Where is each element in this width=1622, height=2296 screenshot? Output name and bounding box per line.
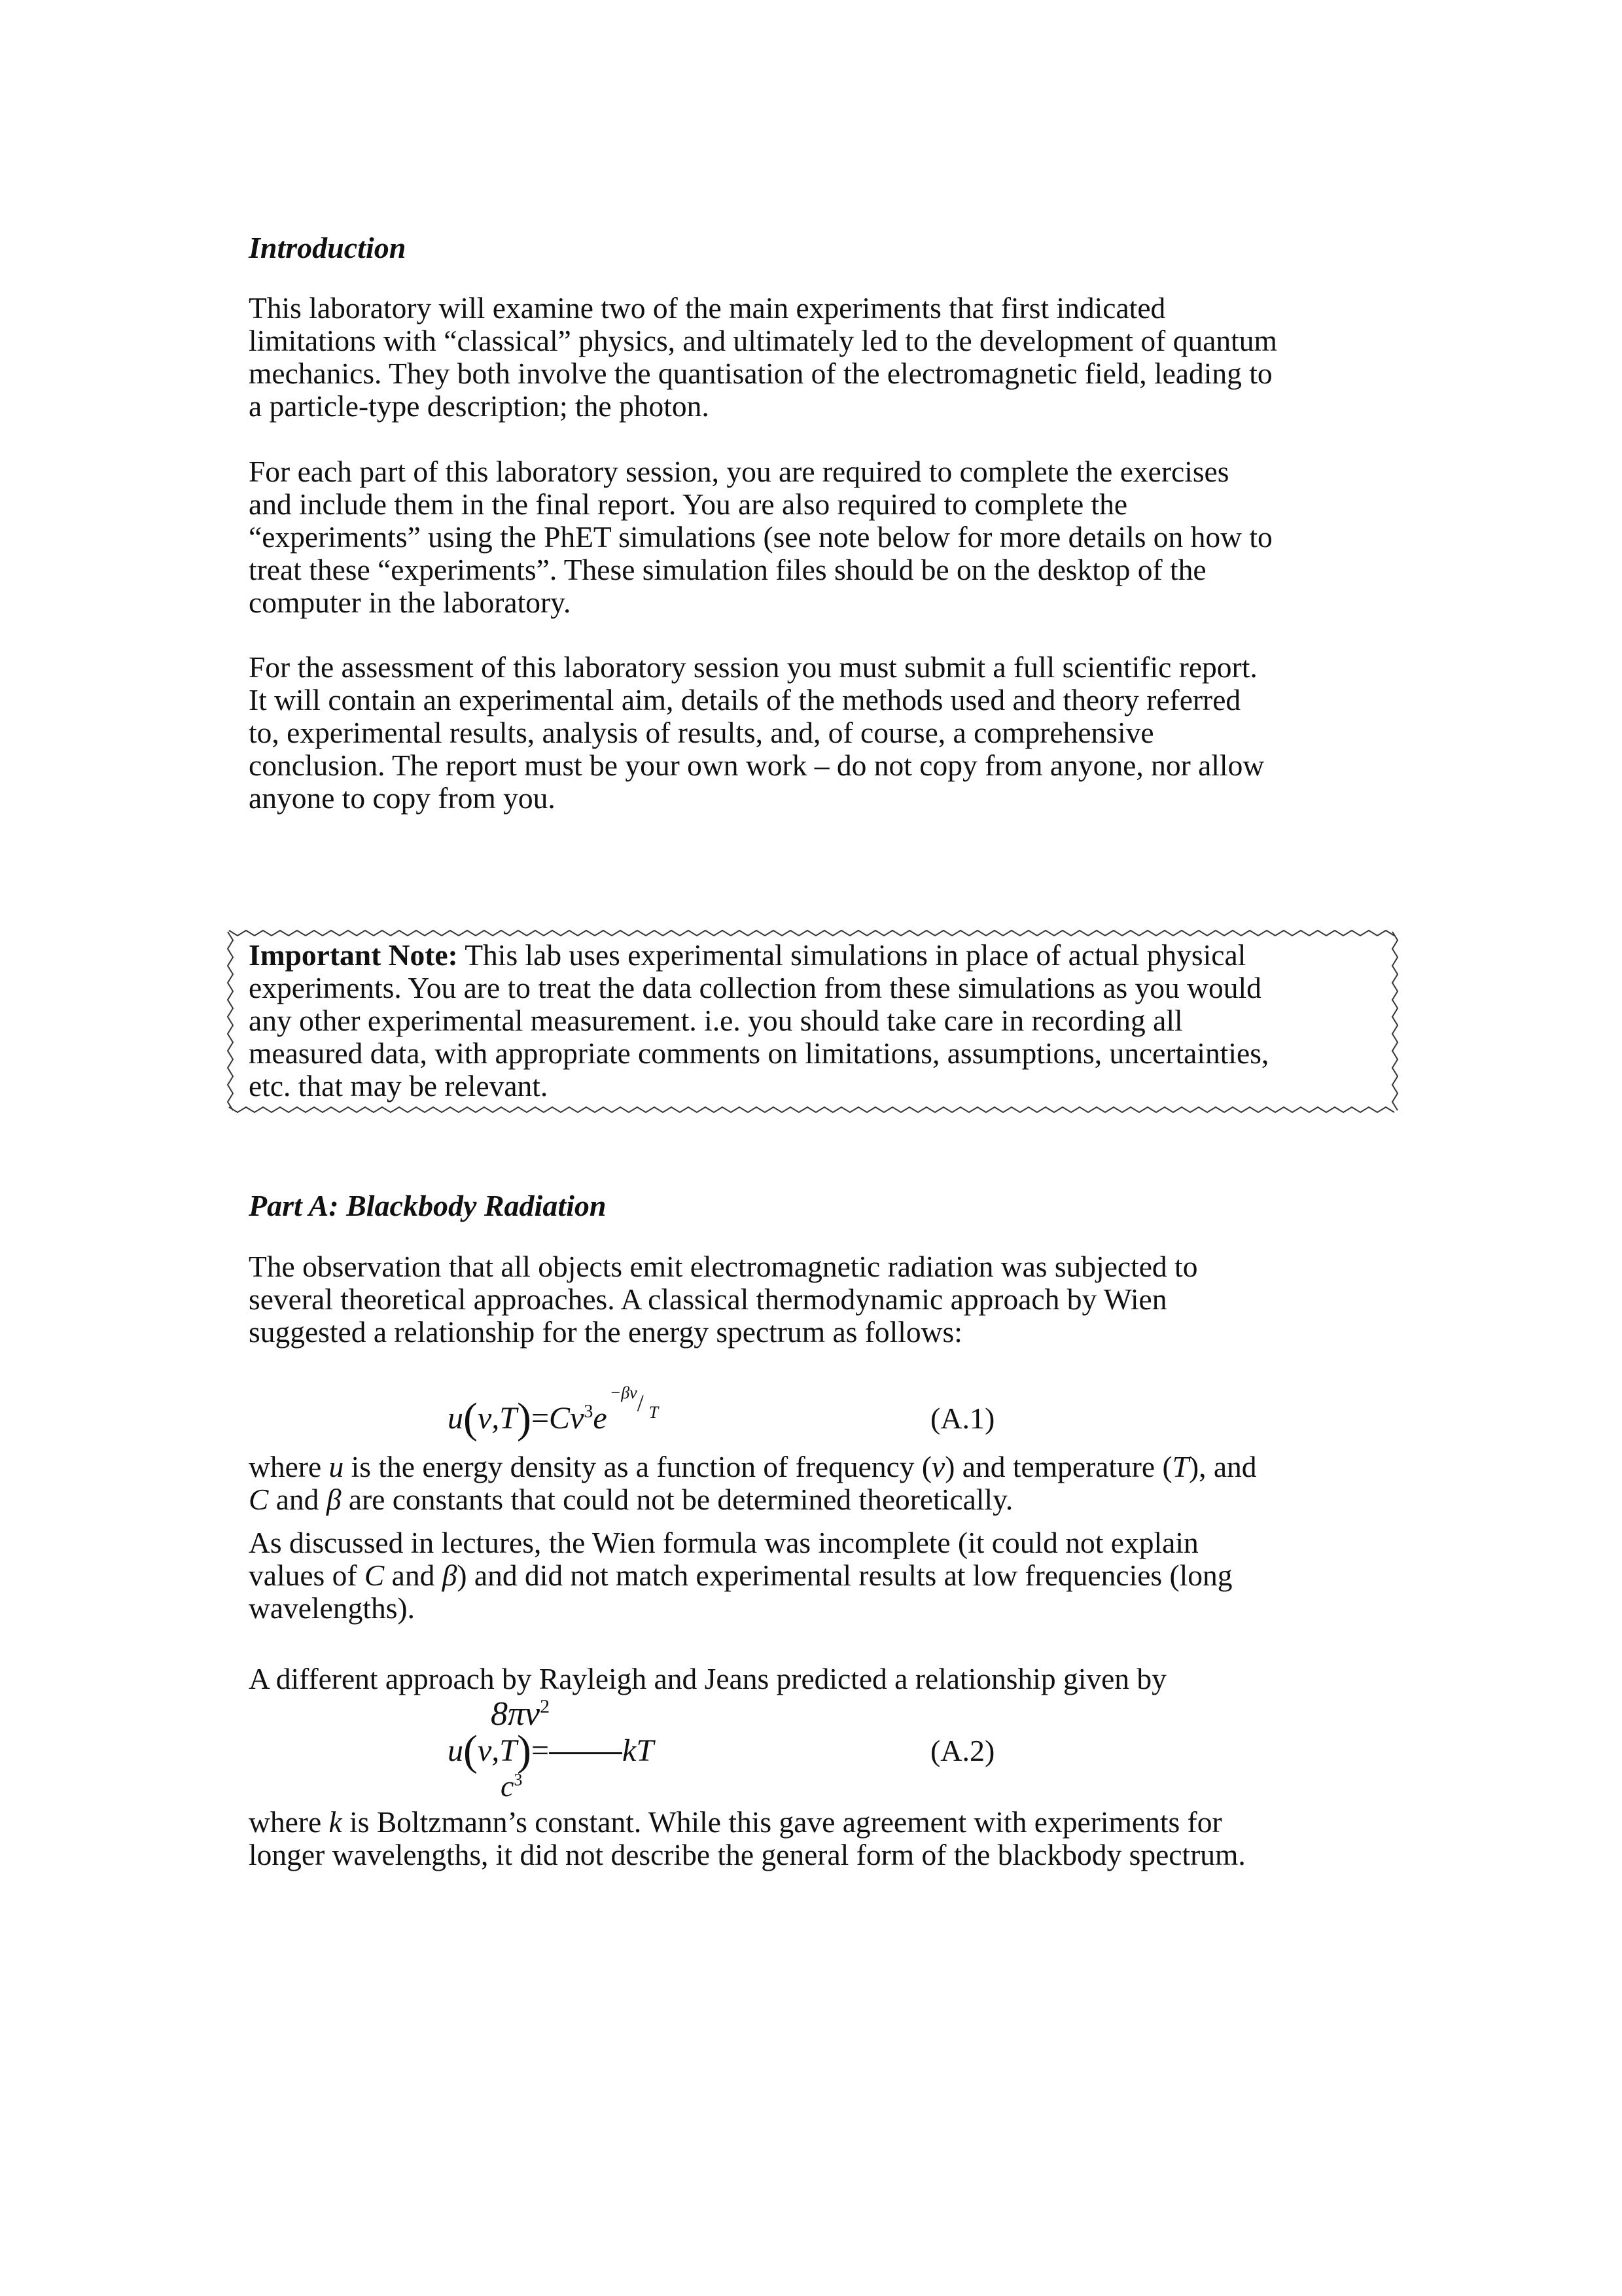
text-span: C	[364, 1559, 385, 1592]
eq-numerator: 8πν	[491, 1695, 540, 1733]
intro-paragraph-1	[249, 292, 1277, 423]
text-line: This laboratory will examine two of the main experiments that first indicated	[249, 291, 1166, 325]
text-line: computer in the laboratory.	[249, 586, 571, 619]
text-line: As discussed in lectures, the Wien formula was incomplete (it could not explain	[249, 1526, 1199, 1559]
equation-a2: u(ν,T)= kT	[448, 1727, 654, 1775]
part-a-heading: Part A: Blackbody Radiation	[249, 1189, 607, 1222]
text-line	[249, 1483, 1257, 1516]
eq-symbol: u	[448, 1733, 463, 1768]
text-line: “experiments” using the PhET simulations (see note below for more details on how to	[249, 520, 1273, 554]
text-span: C	[249, 1483, 269, 1516]
important-note-box	[226, 929, 1400, 1115]
text-span: T	[1172, 1450, 1189, 1483]
text-span: where	[249, 1805, 329, 1839]
text-span: is the energy density as a function of frequency (	[344, 1450, 932, 1483]
equation-a1: $u(\nu,T)=C\nu^3e$ −βν / T	[448, 1383, 659, 1442]
text-line: For each part of this laboratory session, you are required to complete the exercises	[249, 455, 1229, 488]
text-line: limitations with “classical” physics, and ultimately led to the development of quantum	[249, 324, 1277, 357]
eq-symbol: kT	[622, 1733, 654, 1768]
text-span: β	[326, 1483, 342, 1516]
text-line: treat these “experiments”. These simulation files should be on the desktop of the	[249, 553, 1207, 586]
text-line: mechanics. They both involve the quantisation of the electromagnetic field, leading to	[249, 357, 1273, 390]
intro-paragraph-2	[249, 455, 1273, 619]
text-span: k	[328, 1805, 342, 1839]
text-line: and include them in the final report. You are also required to complete the	[249, 487, 1128, 521]
text-line: etc. that may be relevant.	[249, 1069, 548, 1103]
eq-equals: =	[531, 1401, 550, 1436]
text-line	[249, 1451, 1257, 1483]
text-line: wavelengths).	[249, 1591, 415, 1625]
text-line	[249, 1557, 1233, 1590]
text-span: ), and	[1188, 1450, 1257, 1483]
text-line: anyone to copy from you.	[249, 781, 555, 815]
text-line	[249, 939, 1269, 972]
equation-number-a1: (A.1)	[930, 1402, 995, 1435]
eq-symbol: u	[448, 1401, 463, 1436]
eq-exponent: T	[648, 1403, 659, 1422]
zigzag-edge	[229, 1107, 1394, 1112]
equation-number-a2: (A.2)	[930, 1734, 995, 1767]
important-note-text	[249, 939, 1269, 1103]
eq-symbol: c	[501, 1769, 514, 1803]
text-line: several theoretical approaches. A classical thermodynamic approach by Wien	[249, 1282, 1167, 1316]
text-line: measured data, with appropriate comments on limitations, assumptions, uncertainties,	[249, 1036, 1269, 1070]
zigzag-edge	[1392, 932, 1398, 1110]
text-span: ) and temperature (	[945, 1450, 1172, 1483]
part-a-paragraph-2	[249, 1451, 1257, 1516]
text-span: and	[268, 1483, 326, 1516]
text-span: and	[384, 1559, 442, 1592]
eq-symbol: ν	[570, 1401, 584, 1436]
text-span: are constants that could not be determined theoretically.	[341, 1483, 1014, 1516]
part-a-paragraph-4	[249, 1663, 1167, 1695]
eq-args: ν,T	[477, 1401, 517, 1436]
text-line: any other experimental measurement. i.e. you should take care in recording all	[249, 1004, 1183, 1037]
eq-args: ν,T	[477, 1733, 517, 1768]
eq-exponent: −βν	[609, 1383, 637, 1402]
zigzag-edge	[228, 932, 233, 1110]
text-line: a particle-type description; the photon.	[249, 389, 709, 423]
text-line: to, experimental results, analysis of results, and, of course, a comprehensive	[249, 716, 1154, 749]
text-line: experiments. You are to treat the data collection from these simulations as you would	[249, 971, 1261, 1004]
fraction-bar	[549, 1752, 622, 1754]
zigzag-edge	[229, 930, 1394, 936]
part-a-paragraph-3	[249, 1525, 1233, 1623]
part-a-paragraph-1	[249, 1250, 1197, 1349]
text-span: where	[249, 1450, 329, 1483]
text-line: conclusion. The report must be your own work – do not copy from anyone, nor allow	[249, 749, 1265, 782]
text-span: u	[328, 1450, 344, 1483]
text-span: ν	[932, 1450, 945, 1483]
eq-equals: =	[531, 1733, 550, 1768]
bold-label: Important Note:	[249, 938, 458, 972]
text-line: The observation that all objects emit electromagnetic radiation was subjected to	[249, 1250, 1198, 1283]
text-line: For the assessment of this laboratory session you must submit a full scientific report.	[249, 650, 1258, 684]
eq-exponent: 2	[540, 1695, 550, 1718]
text-line: longer wavelengths, it did not describe the general form of the blackbody spectrum.	[249, 1838, 1246, 1871]
introduction-heading: Introduction	[249, 231, 406, 264]
eq-symbol: e	[593, 1401, 607, 1436]
part-a-paragraph-5	[249, 1806, 1246, 1871]
text-span: β	[442, 1559, 457, 1592]
text-line	[249, 1806, 1246, 1839]
eq-exponent: 3	[514, 1770, 523, 1790]
equation-a2-denominator	[501, 1769, 522, 1803]
text-span: values of	[249, 1559, 364, 1592]
text-span: is Boltzmann’s constant. While this gave agreement with experiments for	[342, 1805, 1222, 1839]
text-span: ) and did not match experimental results at low frequencies (long	[457, 1559, 1233, 1592]
eq-exponent: 3	[584, 1402, 593, 1422]
text-line: suggested a relationship for the energy spectrum as follows:	[249, 1315, 962, 1349]
text-line: It will contain an experimental aim, details of the methods used and theory referred	[249, 683, 1241, 716]
intro-paragraph-3	[249, 651, 1264, 815]
text-line: A different approach by Rayleigh and Jeans predicted a relationship given by	[249, 1662, 1167, 1695]
eq-symbol: C	[549, 1401, 571, 1436]
text-span: This lab uses experimental simulations in place of actual physical	[457, 938, 1246, 972]
